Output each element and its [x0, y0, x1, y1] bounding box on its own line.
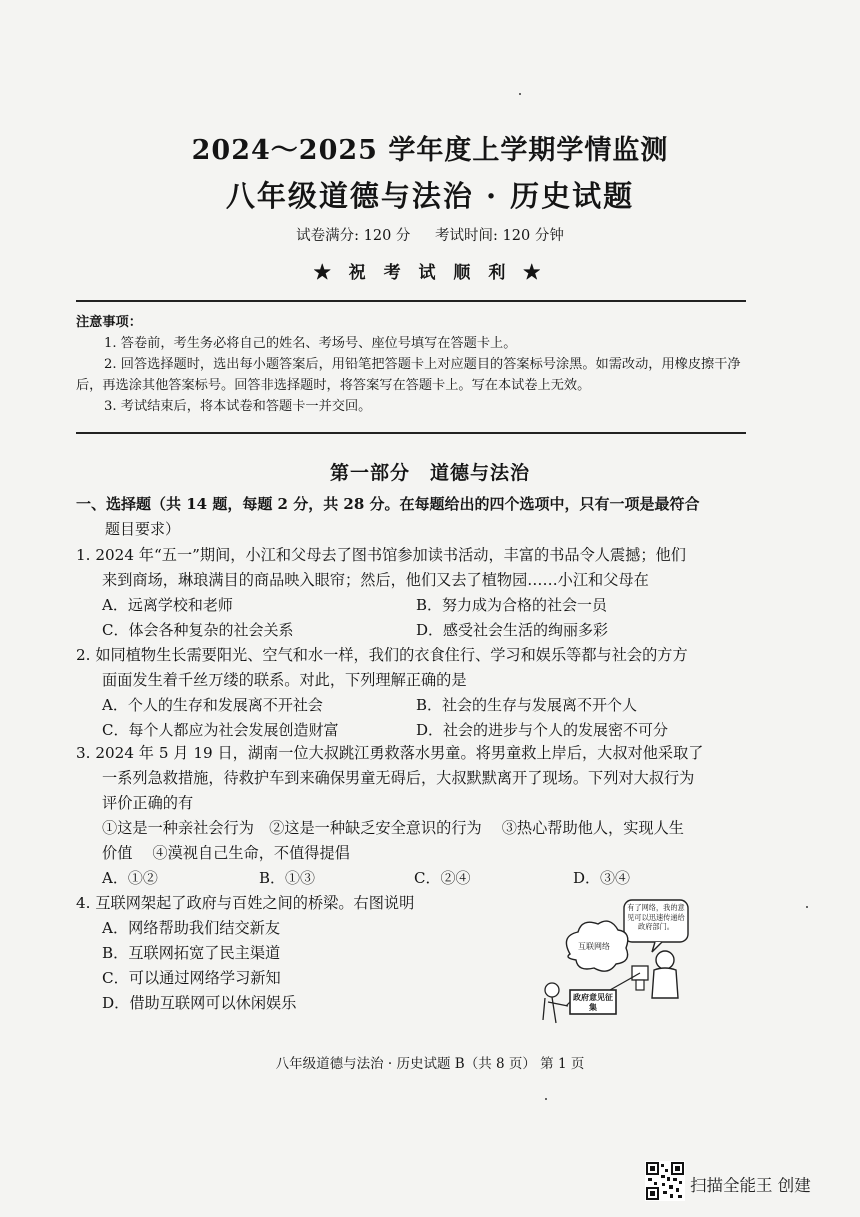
question-1 [76, 543, 752, 643]
exam-time: 考试时间: 120 分钟 [435, 228, 564, 244]
option-c[interactable]: C．②④ [414, 869, 471, 887]
internet-cartoon-illustration [540, 890, 690, 1025]
option-b[interactable]: B．努力成为合格的社会一员 [416, 596, 608, 614]
scanner-watermark: 扫描全能王 创建 [690, 1176, 811, 1195]
option-a[interactable]: A．远离学校和老师 [102, 596, 233, 614]
speech-bubble-text: 有了网络，我的意见可以迅速传递给政府部门。 [627, 903, 685, 931]
note-item: 2. 回答选择题时，选出每小题答案后，用铅笔把答题卡上对应题目的答案标号涂黑。如需改动，用橡皮擦干净后，再选涂其他答案标号。回答非选择题时，将答案写在答题卡上。写在本试卷上无效。 [76, 357, 741, 393]
options-row [76, 593, 752, 618]
question-line: 来到商场，琳琅满目的商品映入眼帘；然后，他们又去了植物园……小江和父母在 [102, 571, 649, 589]
option-d[interactable]: D．借助互联网可以休闲娱乐 [102, 994, 297, 1012]
option-a[interactable]: A．①② [102, 869, 158, 887]
option-c[interactable]: C．可以通过网络学习新知 [102, 969, 281, 987]
exam-subject-title: 八年级道德与法治 · 历史试题 [225, 179, 635, 213]
question-line: 互联网架起了政府与百姓之间的桥梁。右图说明 [95, 894, 415, 912]
question-number: 4. [76, 894, 91, 912]
board-label: 政府意见征集 [573, 992, 613, 1012]
question-line: 如同植物生长需要阳光、空气和水一样，我们的衣食住行、学习和娱乐等都与社会的方方 [95, 646, 688, 664]
divider-bottom [76, 432, 746, 434]
note-item: 3. 考试结束后，将本试卷和答题卡一并交回。 [104, 399, 372, 414]
good-luck-banner: ★ 祝 考 试 顺 利 ★ [313, 263, 547, 283]
question-line: 评价正确的有 [102, 794, 194, 812]
question-line: 2024 年“五一”期间，小江和父母去了图书馆参加读书活动，丰富的书品令人震撼；他们 [95, 546, 686, 564]
option-a[interactable]: A．个人的生存和发展离不开社会 [102, 696, 323, 714]
option-c[interactable]: C．每个人都应为社会发展创造财富 [102, 721, 339, 739]
question-number: 1. [76, 546, 91, 564]
full-score: 试卷满分: 120 分 [296, 228, 411, 244]
note-item: 1. 答卷前，考生务必将自己的姓名、考场号、座位号填写在答题卡上。 [104, 336, 517, 351]
question-line: ①这是一种亲社会行为 ②这是一种缺乏安全意识的行为 ③热心帮助他人，实现人生 [102, 819, 684, 837]
question-number: 3. [76, 744, 91, 762]
option-d[interactable]: D．感受社会生活的绚丽多彩 [416, 621, 609, 639]
options-row [76, 618, 752, 643]
options-row [76, 866, 752, 891]
notes-block [76, 312, 748, 417]
option-a[interactable]: A．网络帮助我们结交新友 [102, 919, 281, 937]
cloud-label: 互联网络 [578, 942, 610, 951]
section-line: 一、选择题（共 14 题，每题 2 分，共 28 分。在每题给出的四个选项中，只有一项是最符合 [76, 495, 700, 513]
question-line: 面面发生着千丝万缕的联系。对此，下列理解正确的是 [102, 671, 467, 689]
page-footer: 八年级道德与法治 · 历史试题 B（共 8 页） 第 1 页 [275, 1056, 585, 1072]
question-line: 价值 ④漠视自己生命，不值得提倡 [102, 844, 350, 862]
option-c[interactable]: C．体会各种复杂的社会关系 [102, 621, 294, 639]
notes-heading: 注意事项： [76, 315, 142, 330]
qr-code-icon [645, 1161, 685, 1201]
options-row [76, 718, 752, 743]
question-line: 2024 年 5 月 19 日，湖南一位大叔跳江勇救落水男童。将男童救上岸后，大叔对他采取了 [95, 744, 704, 762]
question-line: 一系列急救措施，待救护车到来确保男童无碍后，大叔默默离开了现场。下列对大叔行为 [102, 769, 695, 787]
option-d[interactable]: D．③④ [573, 869, 631, 887]
option-d[interactable]: D．社会的进步与个人的发展密不可分 [416, 721, 669, 739]
section-line: 题目要求） [105, 520, 181, 538]
divider-top [76, 300, 746, 302]
options-row [76, 693, 752, 718]
part-heading: 第一部分 道德与法治 [329, 462, 530, 484]
exam-title: 2024～2025 学年度上学期学情监测 [191, 135, 669, 166]
question-3 [76, 741, 752, 891]
section-heading [76, 492, 752, 542]
question-number: 2. [76, 646, 91, 664]
option-b[interactable]: B．①③ [259, 869, 316, 887]
question-4 [76, 891, 526, 1016]
exam-meta [0, 224, 860, 245]
question-2 [76, 643, 752, 743]
option-b[interactable]: B．互联网拓宽了民主渠道 [102, 944, 281, 962]
option-b[interactable]: B．社会的生存与发展离不开个人 [416, 696, 638, 714]
